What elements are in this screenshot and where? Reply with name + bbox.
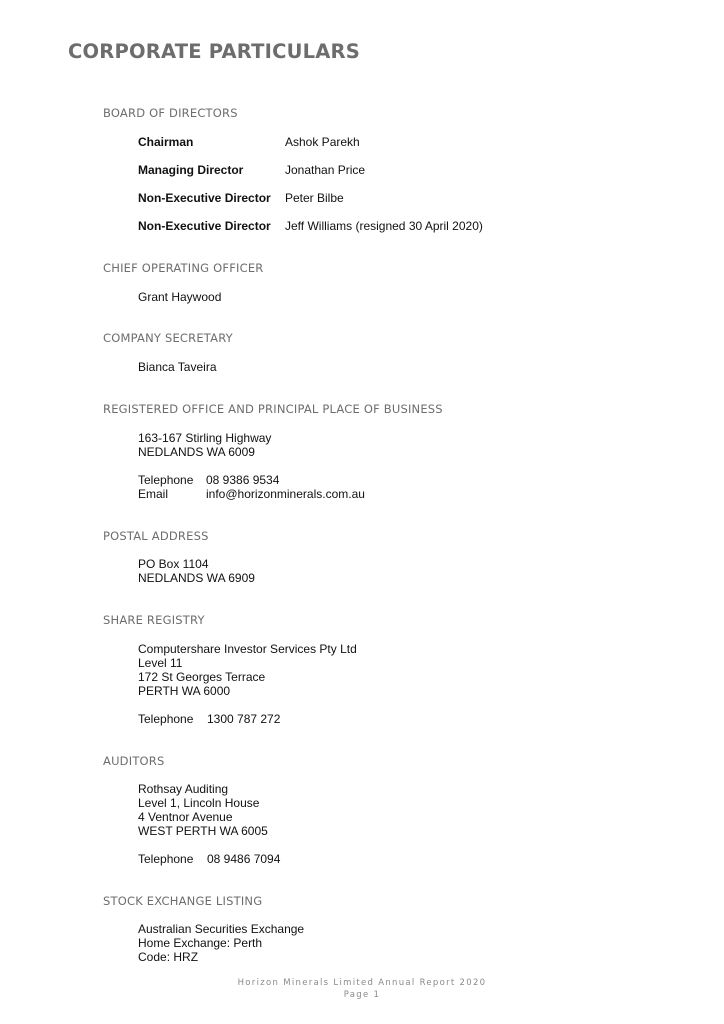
- exchange-line: Code: HRZ: [138, 950, 199, 964]
- office-telephone: 08 9386 9534: [206, 473, 280, 487]
- registry-line: Level 11: [138, 656, 183, 670]
- postal-line: NEDLANDS WA 6909: [138, 571, 255, 585]
- auditor-telephone: 08 9486 7094: [207, 852, 281, 866]
- registry-line: 172 St Georges Terrace: [138, 670, 266, 684]
- section-heading-auditors: AUDITORS: [103, 754, 165, 768]
- section-heading-secretary: COMPANY SECRETARY: [103, 331, 233, 345]
- director-name: Peter Bilbe: [285, 191, 344, 205]
- director-role: Managing Director: [138, 163, 244, 177]
- director-name: Ashok Parekh: [285, 135, 360, 149]
- auditor-line: 4 Ventnor Avenue: [138, 810, 233, 824]
- director-name: Jeff Williams (resigned 30 April 2020): [285, 219, 483, 233]
- section-heading-stock-exchange: STOCK EXCHANGE LISTING: [103, 894, 263, 908]
- office-email: info@horizonminerals.com.au: [206, 487, 365, 501]
- office-email-label: Email: [138, 487, 169, 501]
- secretary-name: Bianca Taveira: [138, 360, 217, 374]
- page-title: CORPORATE PARTICULARS: [68, 40, 360, 63]
- section-heading-postal: POSTAL ADDRESS: [103, 529, 209, 543]
- director-role: Chairman: [138, 135, 194, 149]
- director-name: Jonathan Price: [285, 163, 366, 177]
- section-heading-coo: CHIEF OPERATING OFFICER: [103, 261, 264, 275]
- registry-telephone-label: Telephone: [138, 712, 194, 726]
- registry-line: Computershare Investor Services Pty Ltd: [138, 642, 357, 656]
- auditor-telephone-label: Telephone: [138, 852, 194, 866]
- registry-line: PERTH WA 6000: [138, 684, 231, 698]
- section-heading-board: BOARD OF DIRECTORS: [103, 106, 238, 120]
- footer-page-number: Page 1: [343, 990, 381, 1000]
- postal-line: PO Box 1104: [138, 557, 209, 571]
- director-role: Non-Executive Director: [138, 191, 271, 205]
- coo-name: Grant Haywood: [138, 290, 222, 304]
- exchange-line: Australian Securities Exchange: [138, 922, 305, 936]
- office-telephone-label: Telephone: [138, 473, 194, 487]
- footer-report-title: Horizon Minerals Limited Annual Report 2020: [237, 978, 487, 988]
- director-role: Non-Executive Director: [138, 219, 271, 233]
- auditor-line: WEST PERTH WA 6005: [138, 824, 268, 838]
- exchange-line: Home Exchange: Perth: [138, 936, 263, 950]
- auditor-line: Rothsay Auditing: [138, 782, 229, 796]
- office-address-line: NEDLANDS WA 6009: [138, 445, 255, 459]
- registry-telephone: 1300 787 272: [207, 712, 281, 726]
- office-address-line: 163-167 Stirling Highway: [138, 431, 272, 445]
- auditor-line: Level 1, Lincoln House: [138, 796, 260, 810]
- section-heading-registered-office: REGISTERED OFFICE AND PRINCIPAL PLACE OF BUSINESS: [103, 402, 443, 416]
- section-heading-share-registry: SHARE REGISTRY: [103, 613, 205, 627]
